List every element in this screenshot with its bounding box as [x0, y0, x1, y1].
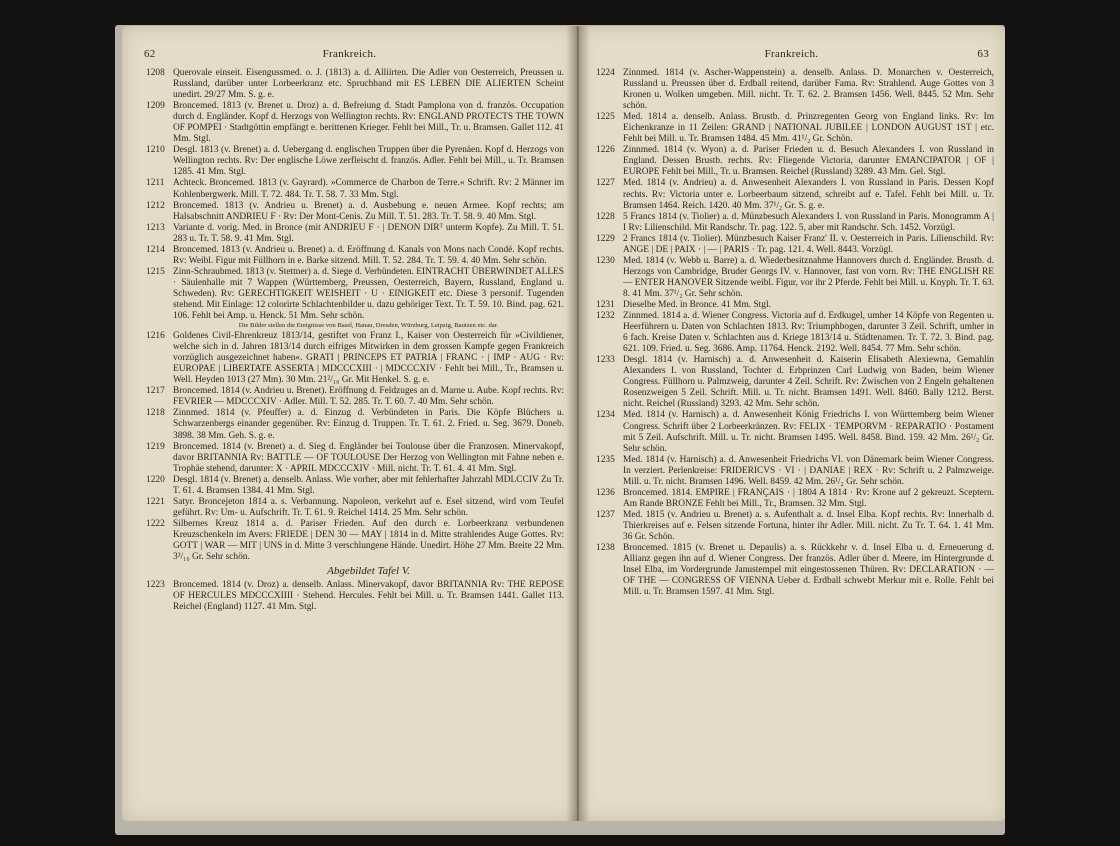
catalog-entry: [146, 408, 564, 441]
entry-number: 1210: [146, 145, 165, 156]
entry-description: Desgl. 1813 (v. Brenet) a. d. Uebergang d. englischen Truppen über die Pyrenäen. Kopf d. Herzogs von Wellington rechts. Rv: Der englische Löwe zerfleischt d. französ. Adler. Fehlt bei Mill., u. Tr. Bramsen 1285. 41 Mm. Stgl.: [173, 145, 564, 178]
catalog-entry: [596, 256, 994, 300]
catalog-entry: [596, 234, 994, 256]
catalog-entry: [596, 300, 994, 311]
entry-number: 1217: [146, 386, 165, 397]
entry-number: 1235: [596, 454, 615, 465]
entry-description: Med. 1814 (v. Harnisch) a. d. Anwesenheit König Friedrichs I. von Württemberg beim Wiener Congress. Schrift über 2 Lorbeerkränzen. Rv: FELIX · TEMPORVM · REPARATIO · Postament mit 5 Zeil. Aufschrift. Mill. u. Tr. nicht. Bramsen 1495. Well. 8458. Bind. 159. 42 Mm. 26¹/₂ Gr. Sehr schön.: [623, 410, 994, 454]
entry-description: Goldenes Civil-Ehrenkreuz 1813/14, gestiftet von Franz I., Kaiser von Oesterreich für »Civildiener, welche sich in d. Jahren 1813/14 durch eifriges Mitwirken in dem grossen Kampfe gegen Frankreich vorzüglich ausgezeichnet haben«. GRATI | PRINCEPS ET PATRIA | FRANC · | IMP · AUG · Rv: EUROPAE | LIBERTATE ASSERTA | MDCCCXIII · | MDCCCXIV · Fehlt bei Mill., Tr., Bramsen u. Well. Heyden 1013 (27 Mm). 30 Mm. 21²/₁₀ Gr. Mit Henkel. S. g. e.: [173, 331, 564, 386]
catalog-entry: [146, 223, 564, 245]
catalog-entry: [146, 386, 564, 408]
entry-number: 1223: [146, 580, 165, 591]
entry-description: Zinnmed. 1814 (v. Ascher-Wappenstein) a. denselb. Anlass. D. Monarchen v. Oesterreich, Russland u. Preussen über d. Erdball reitend, darüber Fama. Rv: Strahlend. Auge Gottes von 3 Kronen u. Wolken umgeben. Mill. nicht. Tr. T. 62. 2. Bramsen 1456. Well. 8445. 52 Mm. Sehr schön.: [623, 68, 994, 112]
catalog-entry: [596, 355, 994, 410]
page-number: 63: [977, 48, 989, 60]
entry-description: Med. 1814 (v. Webb u. Barre) a. d. Wiederbesitznahme Hannovers durch d. Engländer. Brustb. d. Herzogs von Cambridge, Bruder Georgs IV. v. Hannover, fast von vorn. Rv: THE ENGLISH RE — ENTER HANOVER Sitzende weibl. Figur, vor ihr 2 Pferde. Fehlt bei Mill. u. Knyph. Tr. T. 63. 8. 41 Mm. 37¹/₂ Gr. Sehr schön.: [623, 255, 994, 299]
entry-number: 1211: [146, 178, 165, 189]
entry-number: 1227: [596, 178, 615, 189]
entry-number: 1238: [596, 543, 615, 554]
catalog-entry: [596, 311, 994, 355]
entry-description: Zinnmed. 1814 (v. Wyon) a. d. Pariser Frieden u. d. Besuch Alexanders I. von Russland in England. Dessen Brustb. rechts. Rv: Fliegende Victoria, darunter EMANCIPATOR | OF | EUROPE Fehlt bei Mill., Tr. u. Bramsen. Reichel (Russland) 3289. 43 Mm. Gel. Stgl.: [623, 145, 994, 178]
entry-description: Broncemed. 1814 (v. Brenet) a. d. Sieg d. Engländer bei Toulouse über die Franzosen. Minervakopf, davor BRITANNIA Rv: BATTLE — OF TOULOUSE Der Herzog von Wellington mit Fahne neben e. Trophäe stehend, darunter: X · APRIL MDCCCXIV · Mill. nicht. Tr. T. 61. 4. 41 Mm. Stgl.: [173, 441, 564, 474]
footnote: Die Bilder stellen die Ereignisse von Basel, Hanau, Dresden, Würzburg, Leipzig, Bautzen etc. dar.: [238, 322, 499, 330]
entry-description: Silbernes Kreuz 1814 a. d. Pariser Frieden. Auf den durch e. Lorbeerkranz verbundenen Kreuzschenkeln im Avers: FRIEDE | DEN 30 — MAY | 1814 in d. Mitte strahlendes Auge Gottes. Rv: GOTT | WAR — MIT | UNS in d. Mitte 3 verschlungene Hände. Unedirt. Höhe 27 Mm. Breite 22 Mm. 3³/₁₀ Gr. Sehr schön.: [173, 518, 564, 563]
entry-description: Dieselbe Med. in Bronce. 41 Mm. Stgl.: [623, 299, 771, 310]
entry-description: Variante d. vorig. Med. in Bronce (mit ANDRIEU F · | DENON DIRᵀ unterm Kopfe). Zu Mill. T. 51. 283 u. Tr. T. 58. 9. 41 Mm. Stgl.: [173, 222, 564, 244]
entry-description: Achteck. Broncemed. 1813 (v. Gayrard). »Commerce de Charbon de Terre.« Schrift. Rv: 2 Männer im Kohlenbergwerk. Mill. T. 72. 484. Tr. T. 58. 7. 33 Mm. Stgl.: [173, 178, 564, 200]
entry-number: 1220: [146, 474, 165, 485]
catalog-entry: [596, 145, 994, 178]
catalog-entry: [146, 475, 564, 497]
entry-number: 1229: [596, 233, 615, 244]
entry-number: 1208: [146, 68, 165, 78]
entry-number: 1230: [596, 255, 615, 266]
entry-description: Zinn-Schraubmed. 1813 (v. Stettner) a. d. Siege d. Verbündeten. EINTRACHT ÜBERWINDET ALLES · Säulenhalle mit 7 Wappen (Württemberg, Preussen, Oesterreich, Bayern, Russland, England u. Schweden). Rv: GERECHTIGKEIT WEISHEIT · U · EINIGKEIT etc. Diese 3 personif. Tugenden stehend. Mit Einlage: 12 colorirte Schlachtenbilder u. dazu gehöriger Text. Tr. T. 59. 10. Bind. pag. 621. 106. Fehlt bei Amp. u. Henck. 51 Mm. Sehr schön.: [173, 266, 564, 322]
entry-number: 1237: [596, 509, 615, 520]
entry-number: 1212: [146, 200, 165, 211]
entry-description: Querovale einseit. Eisengussmed. o. J. (1813) a. d. Alliirten. Die Adler von Oesterreich, Preussen u. Russland, darüber unter Lorbeerkranz etc. Spruchband mit ES LEBEN DIE ALIERTEN Scheint unedirt. 29/27 Mm. S. g. e.: [173, 68, 564, 101]
entry-description: Desgl. 1814 (v. Harnisch) a. d. Anwesenheit d. Kaiserin Elisabeth Alexiewna, Gemahlin Alexanders I. von Russland, Tochter d. Erbprinzen Carl Ludwig von Baden, beim Wiener Congress. Füllhorn u. Palmzweig, darunter 4 Zeil. Schrift. Rv: Zwischen von 2 Engeln gehaltenen Rosenzweigen 5 Zeil. Schrift. Mill. u. Tr. nicht. Bramsen 1491. Well. 8460. Bally 1212. Berst. nicht. Reichel (Russland) 3293. 42 Mm. Sehr schön.: [623, 355, 994, 410]
catalog-entry: [146, 331, 564, 386]
catalog-entry: [596, 455, 994, 488]
right-page-text: [596, 68, 994, 598]
entry-number: 1222: [146, 518, 165, 529]
entry-description: Broncemed. 1814 (v. Andrieu u. Brenet). Eröffnung d. Feldzuges an d. Marne u. Aube. Kopf rechts. Rv: FEVRIER — MDCCCXIV · Adler. Mill. T. 52. 285. Tr. T. 60. 7. 40 Mm. Sehr schön.: [173, 386, 564, 408]
catalog-entry: [596, 178, 994, 211]
entry-description: Broncemed. 1815 (v. Brenet u. Depaulis) a. s. Rückkehr v. d. Insel Elba u. d. Erneuerung d. Allianz gegen ihn auf d. Wiener Congress. Der französ. Adler über d. Meere, im Hintergrunde d. Insel Elba, im Vordergrunde Janustempel mit eingestossenen Thüren. Rv: DECLARATION · — OF THE — CONGRESS OF VIENNA Ueber d. Erdball schwebt Merkur mit e. Rolle. Fehlt bei Mill. u. Tr. Bramsen 1597. 41 Mm. Stgl.: [623, 543, 994, 598]
entry-description: Med. 1814 (v. Harnisch) a. d. Anwesenheit Friedrichs VI. von Dänemark beim Wiener Congress. In verziert. Perlenkreise: FRIDERICVS · VI · | DANIAE | REX · Rv: Schrift u. 2 Palmzweige. Mill. u. Tr. nicht. Bramsen 1496. Well. 8459. 42 Mm. 26¹/₂ Gr. Sehr schön.: [623, 454, 994, 487]
catalog-entry: [596, 410, 994, 454]
page-number: 62: [144, 48, 156, 60]
entry-number: 1226: [596, 145, 615, 156]
catalog-entry: [146, 442, 564, 475]
entry-description: Zinnmed. 1814 a. d. Wiener Congress. Victoria auf d. Erdkugel, umher 14 Köpfe von Regenten u. Heerführern u. Daten von Schlachten 1813. Rv: Triumphbogen, darunter 3 Zeil. Schrift, umher in 6 fach. Kreise Daten v. Schlachten aus d. Kriege 1813/14 u. Städtenamen. Tr. T. 72. 3. Bind. pag. 621. 109. Fried. u. Seg. 3686. Amp. 11764. Henck. 2192. Well. 8454. 77 Mm. Sehr schön.: [623, 311, 994, 355]
left-page-text: [146, 68, 564, 613]
entry-number: 1216: [146, 331, 165, 342]
entry-description: Broncemed. 1814 (v. Droz) a. denselb. Anlass. Minervakopf, davor BRITANNIA Rv: THE REPOSE OF HERCULES MDCCCXIIII · Stehend. Hercules. Fehlt bei Mill. u. Tr. Bramsen 1441. Gallet 113. Reichel (England) 1127. 41 Mm. Stgl.: [173, 580, 564, 613]
catalog-entry: [146, 201, 564, 223]
catalog-entry: [596, 68, 994, 112]
left-page: [122, 26, 577, 821]
catalog-entry: [596, 112, 994, 145]
entry-description: Satyr. Broncejeton 1814 a. s. Verbannung. Napoleon, verkehrt auf e. Esel sitzend, wird vom Teufel geführt. Rv: Um- u. Aufschrift. Tr. T. 61. 9. Reichel 1414. 25 Mm. Sehr schön.: [173, 496, 564, 518]
entry-number: 1233: [596, 355, 615, 366]
catalog-entry: [146, 519, 564, 563]
catalog-entry: [146, 497, 564, 519]
entry-description: Zinnmed. 1814 (v. Pfeuffer) a. d. Einzug d. Verbündeten in Paris. Die Köpfe Blüchers u. Schwarzenbergs einander gegenüber. Rv: Einzug d. Truppen. Tr. T. 61. 2. Fried. u. Seg. 3679. Doneb. 3898. 38 Mm. Geh. S. g. e.: [173, 408, 564, 441]
catalog-entry: [596, 510, 994, 543]
catalog-entry: [146, 245, 564, 267]
catalog-entry: [596, 488, 994, 510]
catalog-entry: [146, 101, 564, 145]
running-title: Frankreich.: [764, 48, 819, 60]
entry-number: 1221: [146, 496, 165, 507]
entry-number: 1236: [596, 487, 615, 498]
running-title: Frankreich.: [322, 48, 377, 60]
entry-number: 1231: [596, 299, 615, 310]
catalog-entry: [596, 543, 994, 598]
catalog-entry: [146, 68, 564, 101]
entry-number: 1218: [146, 408, 165, 419]
entry-number: 1215: [146, 266, 165, 277]
entry-number: 1232: [596, 311, 615, 322]
entry-description: Broncemed. 1813 (v. Andrieu u. Brenet) a. d. Eröffnung d. Kanals von Mons nach Condé. Kopf rechts. Rv: Weibl. Figur mit Füllhorn in e. Barke sitzend. Mill. T. 52. 284. Tr. T. 59. 4. 40 Mm. Sehr schön.: [173, 244, 564, 266]
entry-description: Broncemed. 1813 (v. Andrieu u. Brenet) a. d. Ausbebung e. neuen Armee. Kopf rechts; am Halsabschnitt ANDRIEU F · Rv: Der Mont-Cenis. Zu Mill. T. 51. 283. Tr. T. 58. 9. 40 Mm. Stgl.: [173, 200, 564, 222]
entry-description: Med. 1815 (v. Andrieu u. Brenet) a. s. Aufenthalt a. d. Insel Elba. Kopf rechts. Rv: Innerhalb d. Thierkreises auf e. Felsen sitzende Fortuna, hinter ihr Adler. Mill. nicht. Zu Tr. T. 64. 1. 41 Mm. 36 Gr. Schön.: [623, 509, 994, 542]
entry-number: 1209: [146, 101, 165, 112]
entry-description: 5 Francs 1814 (v. Tiolier) a. d. Münzbesuch Alexanders I. von Russland in Paris. Monogramm A | I Rv: Lilienschild. Mit Randschr. Tr. pag. 122. 5, aber mit Randschr. Sch. 1452. Vorzügl.: [623, 211, 994, 233]
entry-number: 1214: [146, 244, 165, 255]
right-page: [578, 26, 1005, 821]
entry-description: Desgl. 1814 (v. Brenet) a. denselb. Anlass. Wie vorher, aber mit fehlerhafter Jahrzahl MDLCCIV Zu Tr. T. 61. 4. Bramsen 1384. 41 Mm. Stgl.: [173, 474, 564, 496]
entry-number: 1224: [596, 68, 615, 78]
entry-description: Med. 1814 (v. Andrieu) a. d. Anwesenheit Alexanders I. von Russland in Paris. Dessen Kopf rechts. Rv: Victoria unter e. Lorbeerbaum sitzend, schreibt auf e. Tafel. Fehlt bei Mill. u. Tr. Bramsen 1464. Reich. 1420. 40 Mm. 37¹/₂ Gr. S. g. e.: [623, 178, 994, 211]
entry-number: 1219: [146, 441, 165, 452]
entry-number: 1228: [596, 211, 615, 222]
entry-description: 2 Francs 1814 (v. Tiolier). Münzbesuch Kaiser Franz' II. v. Oesterreich in Paris. Lilienschild. Rv: ANGE | DE | PAIX · | — | PARIS · Tr. pag. 121. 4. Well. 8443. Vorzügl.: [623, 233, 994, 255]
catalog-entry: [596, 212, 994, 234]
entry-number: 1225: [596, 112, 615, 123]
catalog-entry: [146, 580, 564, 613]
catalog-entry: [146, 178, 564, 200]
entry-number: 1234: [596, 410, 615, 421]
figure-caption: Abgebildet Tafel V.: [327, 565, 410, 578]
entry-description: Broncemed. 1813 (v. Brenet u. Droz) a. d. Befreiung d. Stadt Pamplona von d. französ. Occupation durch d. Engländer. Kopf d. Herzogs von Wellington rechts. Rv: ENGLAND PROTECTS THE TOWN OF POMPEI · Stadtgöttin empfängt e. berittenen Krieger. Fehlt bei Mill., Tr. u. Bramsen. Gallet 112. 41 Mm. Stgl.: [173, 101, 564, 145]
entry-description: Broncemed. 1814. EMPIRE | FRANÇAIS · | 1804 A 1814 · Rv: Krone auf 2 gekreuzt. Sceptern. Am Rande BRONZE Fehlt bei Mill., Tr., Bramsen. 32 Mm. Stgl.: [623, 487, 994, 509]
entry-description: Med. 1814 a. denselb. Anlass. Brustb. d. Prinzregenten Georg von England links. Rv: Im Eichenkranze in 11 Zeilen: GRAND | NATIONAL JUBILEE | LONDON AUGUST 1ST | etc. Fehlt bei Mill. u. Tr. Bramsen 1484. 45 Mm. 41¹/₂ Gr. Schön.: [623, 112, 994, 145]
catalog-entry: [146, 145, 564, 178]
entry-number: 1213: [146, 222, 165, 233]
catalog-entry: [146, 267, 564, 322]
